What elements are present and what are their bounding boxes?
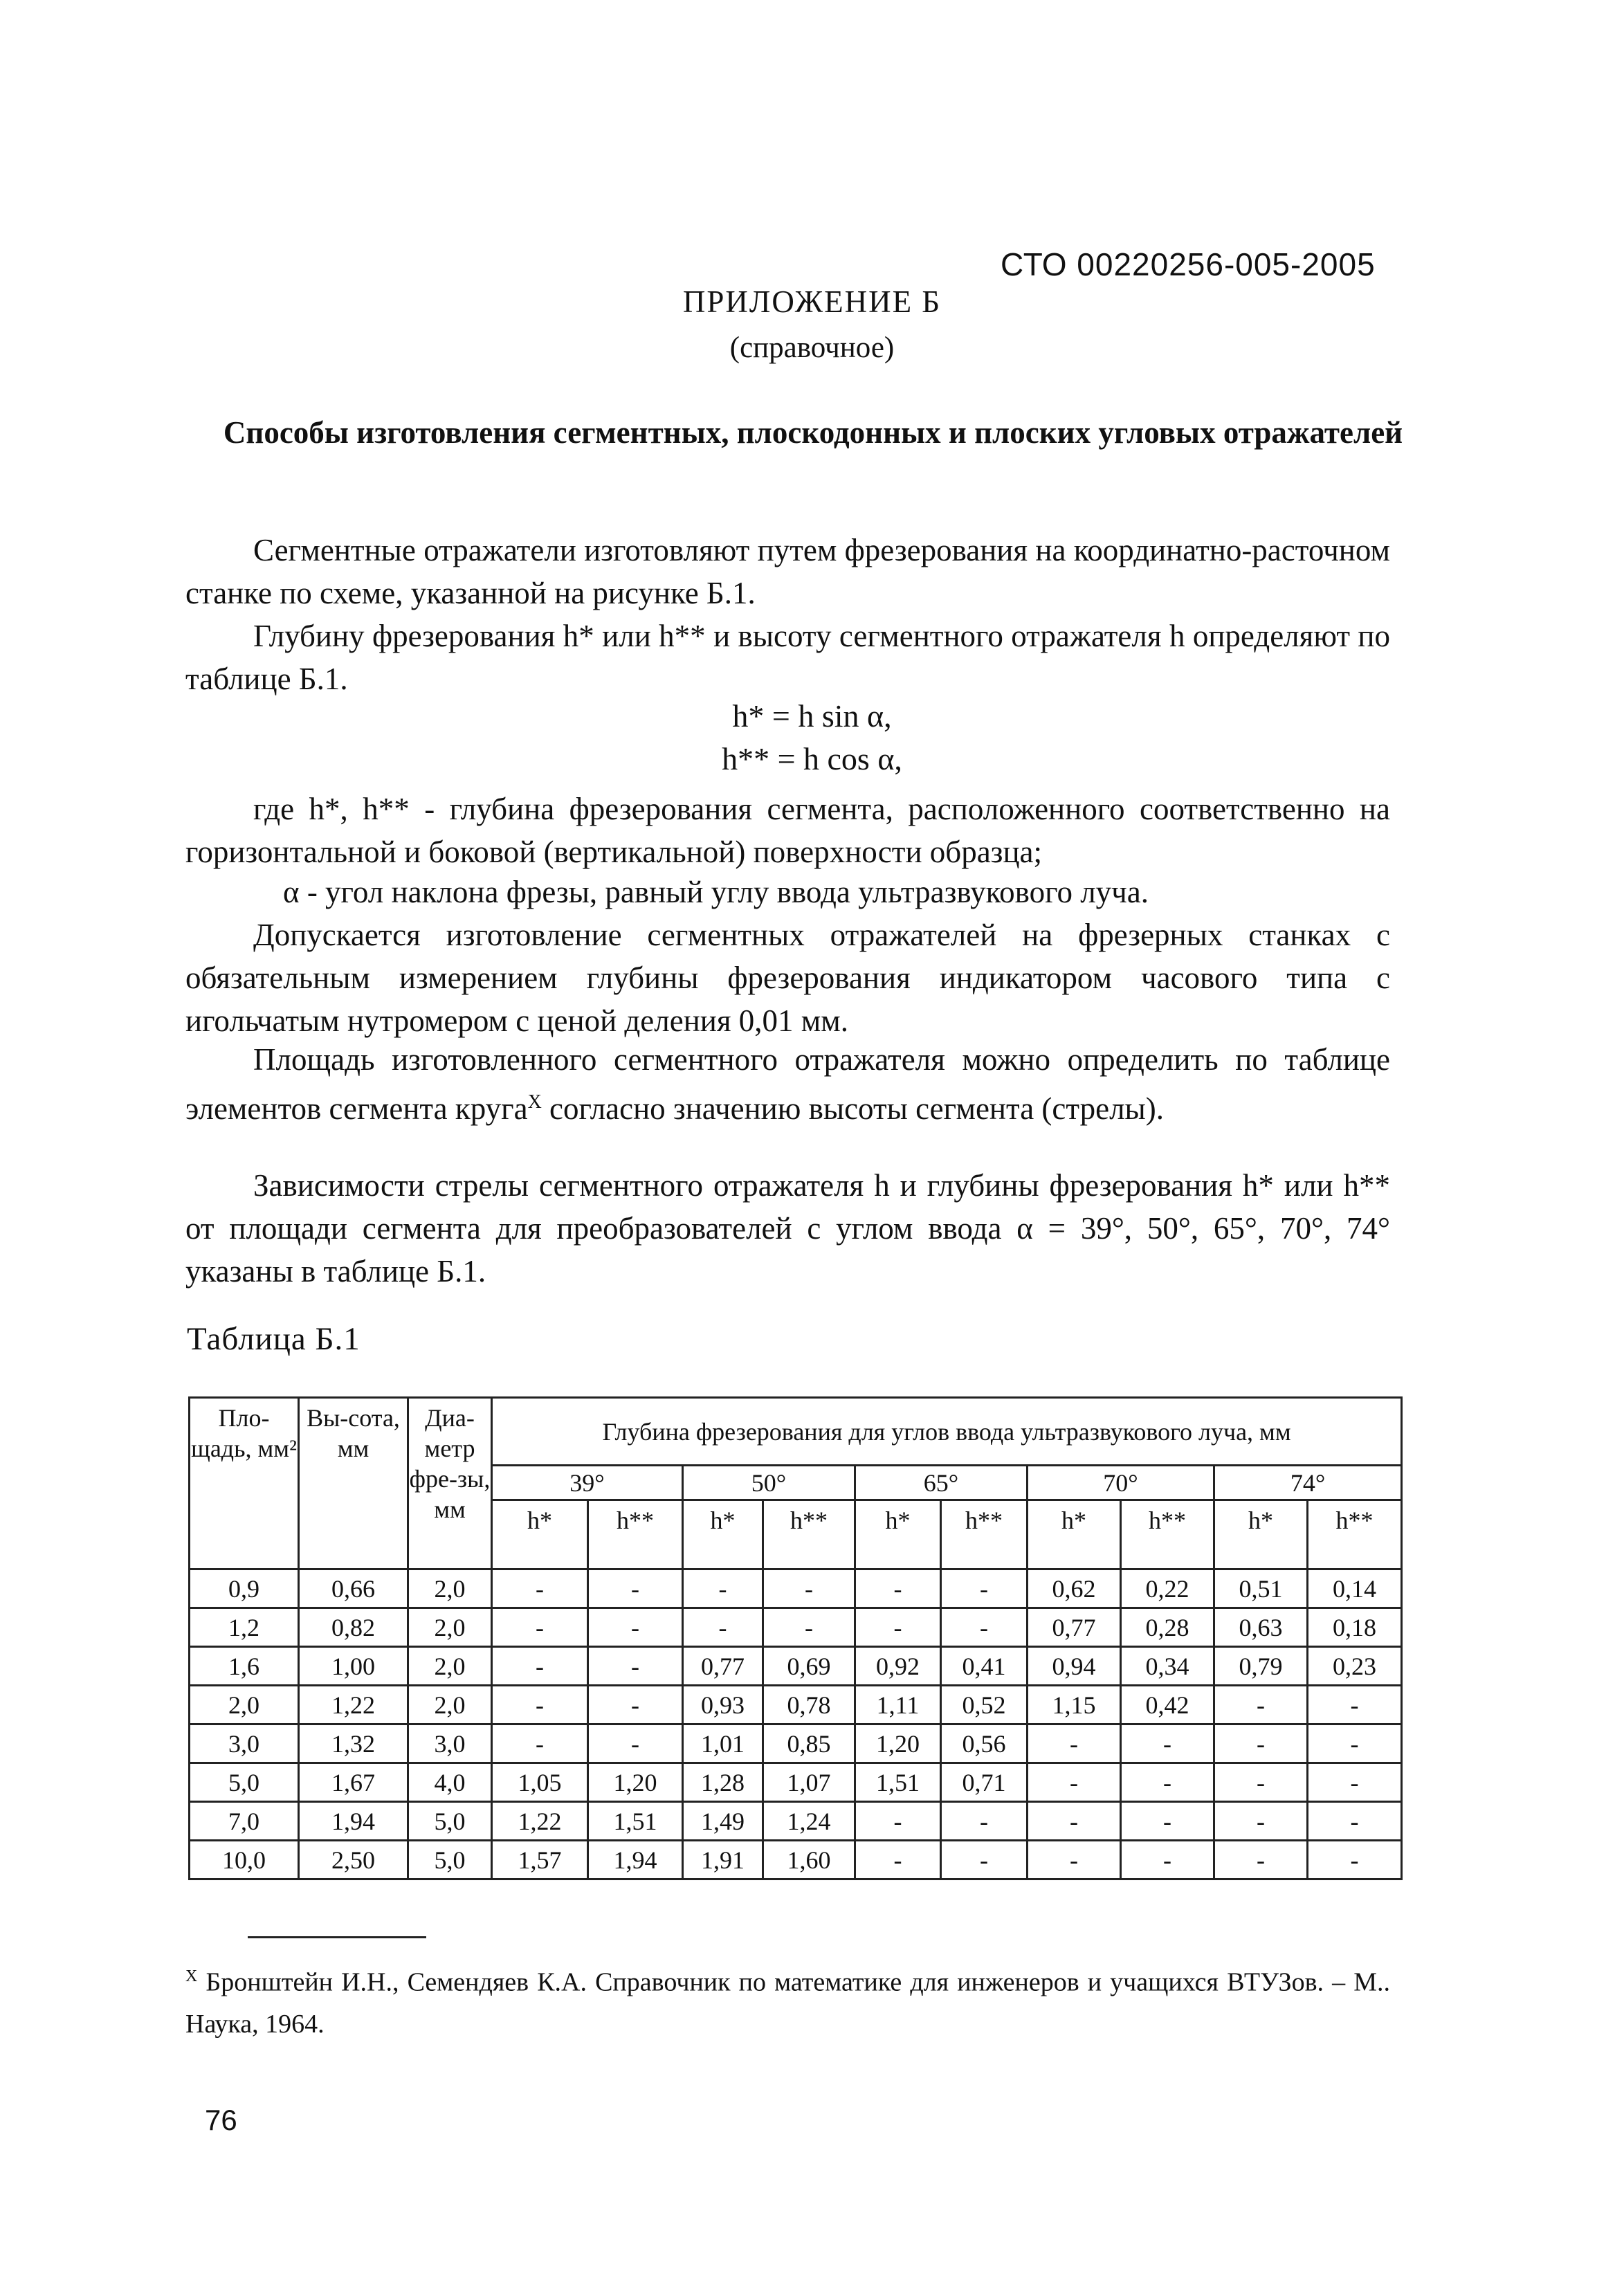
paragraph-4 xyxy=(185,871,1390,913)
table-cell: 0,66 xyxy=(299,1569,408,1608)
angle-65-header: 65° xyxy=(855,1466,1028,1500)
depth-group-header: Глубина фрезерования для углов ввода ультразвукового луча, мм xyxy=(492,1398,1402,1466)
table-cell: 1,05 xyxy=(492,1763,588,1802)
table-cell: 1,6 xyxy=(190,1647,299,1686)
table-cell: - xyxy=(1308,1802,1402,1841)
table-cell: 0,94 xyxy=(1028,1647,1121,1686)
table-cell: 0,62 xyxy=(1028,1569,1121,1608)
table-row xyxy=(190,1569,1402,1608)
col-area-header: Пло-щадь, мм² xyxy=(190,1398,299,1569)
table-cell: - xyxy=(1028,1802,1121,1841)
table-cell: 1,51 xyxy=(855,1763,941,1802)
table-cell: - xyxy=(1214,1802,1308,1841)
table-cell: 0,9 xyxy=(190,1569,299,1608)
paragraph-7 xyxy=(185,1164,1390,1293)
table-cell: 0,34 xyxy=(1121,1647,1214,1686)
table-cell: - xyxy=(855,1569,941,1608)
table-cell: - xyxy=(941,1841,1028,1879)
angle-74-header: 74° xyxy=(1214,1466,1402,1500)
table-cell: 1,11 xyxy=(855,1686,941,1724)
table-row xyxy=(190,1724,1402,1763)
table-cell: 7,0 xyxy=(190,1802,299,1841)
table-cell: 1,57 xyxy=(492,1841,588,1879)
sub-header-h2: h** xyxy=(588,1500,683,1569)
table-cell: 0,14 xyxy=(1308,1569,1402,1608)
table-cell: - xyxy=(492,1686,588,1724)
angle-70-header: 70° xyxy=(1028,1466,1214,1500)
table-cell: - xyxy=(1028,1763,1121,1802)
sub-header-h1: h* xyxy=(683,1500,763,1569)
table-cell: 1,15 xyxy=(1028,1686,1121,1724)
table-cell: - xyxy=(1214,1724,1308,1763)
table-cell: - xyxy=(1214,1841,1308,1879)
table-cell: 1,01 xyxy=(683,1724,763,1763)
table-cell: 2,0 xyxy=(408,1608,492,1647)
table-cell: 1,49 xyxy=(683,1802,763,1841)
sub-header-h2: h** xyxy=(763,1500,855,1569)
table-cell: - xyxy=(855,1841,941,1879)
table-cell: 0,18 xyxy=(1308,1608,1402,1647)
paragraph-3-text: где h*, h** - глубина фрезерования сегмента, расположенного соответственно на горизонтальной и боковой (вертикальной) поверхности образца; xyxy=(185,792,1390,869)
table-cell: 1,20 xyxy=(588,1763,683,1802)
table-cell: 1,28 xyxy=(683,1763,763,1802)
table-cell: - xyxy=(1028,1724,1121,1763)
paragraph-1 xyxy=(185,529,1390,615)
footnote-divider xyxy=(248,1936,426,1938)
paragraph-7-text: Зависимости стрелы сегментного отражателя h и глубины фрезерования h* или h** от площади сегмента для преобразователей с углом ввода α = 39°, 50°, 65°, 70°, 74° указаны в таблице Б.1. xyxy=(185,1168,1390,1289)
appendix-title: ПРИЛОЖЕНИЕ Б xyxy=(682,284,942,319)
angle-50-header: 50° xyxy=(683,1466,855,1500)
formula-2: h** = h cos α, xyxy=(722,741,902,776)
table-cell: 1,94 xyxy=(588,1841,683,1879)
document-code: СТО 00220256-005-2005 xyxy=(1001,246,1376,282)
table-cell: - xyxy=(1121,1763,1214,1802)
table-cell: 1,2 xyxy=(190,1608,299,1647)
table-cell: 1,94 xyxy=(299,1802,408,1841)
sub-header-h1: h* xyxy=(492,1500,588,1569)
table-cell: - xyxy=(588,1647,683,1686)
table-row xyxy=(190,1686,1402,1724)
sub-header-h2: h** xyxy=(941,1500,1028,1569)
table-cell: - xyxy=(683,1569,763,1608)
table-cell: - xyxy=(1308,1763,1402,1802)
table-cell: 2,0 xyxy=(408,1647,492,1686)
paragraph-2-text: Глубину фрезерования h* или h** и высоту сегментного отражателя h определяют по таблице Б.1. xyxy=(185,619,1390,696)
table-body xyxy=(190,1569,1402,1879)
table-cell: 0,92 xyxy=(855,1647,941,1686)
table-cell: 2,0 xyxy=(190,1686,299,1724)
footnote xyxy=(185,1956,1390,2045)
table-cell: 1,67 xyxy=(299,1763,408,1802)
table-cell: 0,42 xyxy=(1121,1686,1214,1724)
table-caption: Таблица Б.1 xyxy=(187,1321,361,1357)
table-cell: 0,69 xyxy=(763,1647,855,1686)
paragraph-5-text: Допускается изготовление сегментных отражателей на фрезерных станках с обязательным измерением глубины фрезерования индикатором часового типа с игольчатым нутромером с ценой деления 0,01 мм. xyxy=(185,918,1390,1038)
table-cell: - xyxy=(941,1569,1028,1608)
appendix-subtitle: (справочное) xyxy=(729,331,895,364)
table-cell: - xyxy=(492,1608,588,1647)
table-cell: - xyxy=(763,1569,855,1608)
table-cell: 1,22 xyxy=(492,1802,588,1841)
table-cell: - xyxy=(1121,1802,1214,1841)
col-diameter-header: Диа-метр фре-зы, мм xyxy=(408,1398,492,1569)
table-cell: 3,0 xyxy=(408,1724,492,1763)
data-table xyxy=(188,1396,1403,1880)
table-cell: - xyxy=(588,1686,683,1724)
table-cell: - xyxy=(1214,1763,1308,1802)
paragraph-5 xyxy=(185,913,1390,1042)
table-cell: 0,71 xyxy=(941,1763,1028,1802)
table-cell: 0,79 xyxy=(1214,1647,1308,1686)
table-cell: - xyxy=(588,1569,683,1608)
table-cell: 1,51 xyxy=(588,1802,683,1841)
table-cell: 5,0 xyxy=(408,1841,492,1879)
table-cell: - xyxy=(1121,1724,1214,1763)
section-title: Способы изготовления сегментных, плоскодонных и плоских угловых отражателей xyxy=(223,415,1403,450)
sub-header-h1: h* xyxy=(1214,1500,1308,1569)
paragraph-6 xyxy=(185,1038,1390,1130)
paragraph-6-end: согласно значению высоты сегмента (стрелы). xyxy=(541,1091,1165,1126)
sub-header-h2: h** xyxy=(1121,1500,1214,1569)
table-cell: 0,82 xyxy=(299,1608,408,1647)
table-cell: 5,0 xyxy=(190,1763,299,1802)
table-cell: 0,63 xyxy=(1214,1608,1308,1647)
table-row xyxy=(190,1802,1402,1841)
table-cell: 4,0 xyxy=(408,1763,492,1802)
table-cell: 5,0 xyxy=(408,1802,492,1841)
formula-1: h* = h sin α, xyxy=(732,698,892,734)
table-cell: 1,32 xyxy=(299,1724,408,1763)
table-cell: - xyxy=(492,1724,588,1763)
table-cell: - xyxy=(1308,1841,1402,1879)
table-cell: - xyxy=(1308,1686,1402,1724)
table-cell: - xyxy=(855,1802,941,1841)
paragraph-3 xyxy=(185,788,1390,873)
table-cell: 1,07 xyxy=(763,1763,855,1802)
paragraph-1-text: Сегментные отражатели изготовляют путем фрезерования на координатно-расточном станке по схеме, указанной на рисунке Б.1. xyxy=(185,533,1390,610)
sub-header-h1: h* xyxy=(1028,1500,1121,1569)
table-cell: - xyxy=(763,1608,855,1647)
paragraph-6-text: Площадь изготовленного сегментного отражателя можно определить по таблице элементов сегмента круга xyxy=(185,1042,1390,1126)
table-row xyxy=(190,1841,1402,1879)
table-cell: 0,52 xyxy=(941,1686,1028,1724)
table-cell: 0,51 xyxy=(1214,1569,1308,1608)
angle-39-header: 39° xyxy=(492,1466,683,1500)
table-row xyxy=(190,1647,1402,1686)
table-cell: 2,0 xyxy=(408,1569,492,1608)
table-cell: 1,22 xyxy=(299,1686,408,1724)
table-cell: 0,93 xyxy=(683,1686,763,1724)
table-cell: 0,85 xyxy=(763,1724,855,1763)
table-cell: 0,28 xyxy=(1121,1608,1214,1647)
table-cell: 0,56 xyxy=(941,1724,1028,1763)
table-cell: 0,22 xyxy=(1121,1569,1214,1608)
sub-header-h2: h** xyxy=(1308,1500,1402,1569)
footnote-reference: X xyxy=(527,1091,542,1113)
table-cell: 0,41 xyxy=(941,1647,1028,1686)
table-cell: 0,23 xyxy=(1308,1647,1402,1686)
table-cell: 0,77 xyxy=(683,1647,763,1686)
table-cell: 10,0 xyxy=(190,1841,299,1879)
table-cell: - xyxy=(855,1608,941,1647)
sub-header-h1: h* xyxy=(855,1500,941,1569)
table-cell: - xyxy=(588,1724,683,1763)
table-cell: 2,50 xyxy=(299,1841,408,1879)
table-cell: 3,0 xyxy=(190,1724,299,1763)
table-cell: 0,77 xyxy=(1028,1608,1121,1647)
table-cell: - xyxy=(588,1608,683,1647)
table-cell: 1,91 xyxy=(683,1841,763,1879)
footnote-text: Бронштейн И.Н., Семендяев К.А. Справочник по математике для инженеров и учащихся ВТУЗов. – М.. Наука, 1964. xyxy=(185,1967,1390,2039)
col-height-header: Вы-сота, мм xyxy=(299,1398,408,1569)
table-cell: 1,60 xyxy=(763,1841,855,1879)
table-cell: - xyxy=(941,1608,1028,1647)
table-cell: 2,0 xyxy=(408,1686,492,1724)
table-cell: - xyxy=(683,1608,763,1647)
table-cell: 1,20 xyxy=(855,1724,941,1763)
table-cell: 1,24 xyxy=(763,1802,855,1841)
table-cell: 0,78 xyxy=(763,1686,855,1724)
table-cell: - xyxy=(1121,1841,1214,1879)
paragraph-2 xyxy=(185,615,1390,700)
table-cell: - xyxy=(492,1569,588,1608)
table-cell: - xyxy=(1308,1724,1402,1763)
page-number: 76 xyxy=(205,2104,237,2136)
table-row xyxy=(190,1763,1402,1802)
table-row xyxy=(190,1608,1402,1647)
table-cell: - xyxy=(1028,1841,1121,1879)
paragraph-4-text: α - угол наклона фрезы, равный углу ввода ультразвукового луча. xyxy=(283,875,1149,909)
table-cell: 1,00 xyxy=(299,1647,408,1686)
table-cell: - xyxy=(1214,1686,1308,1724)
table-cell: - xyxy=(492,1647,588,1686)
footnote-mark: X xyxy=(185,1967,198,1985)
table-cell: - xyxy=(941,1802,1028,1841)
